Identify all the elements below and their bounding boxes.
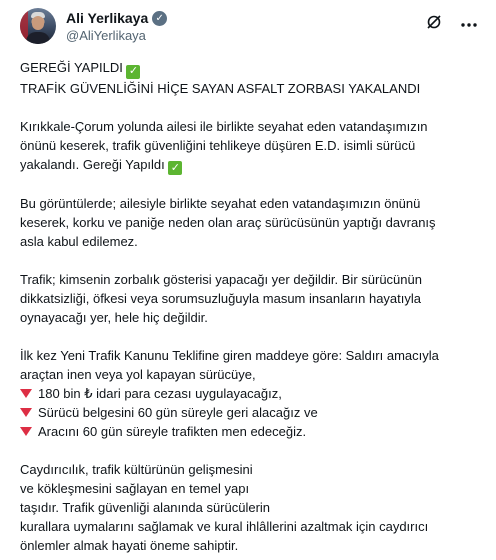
headline-1: GEREĞİ YAPILDI	[20, 60, 123, 75]
paragraph-4-line-1: İlk kez Yeni Trafik Kanunu Teklifine giren maddeye göre: Saldırı amacıyla	[20, 348, 439, 363]
author-block	[66, 10, 167, 43]
paragraph-5-line-4: kurallara uymalarını sağlamak ve kural ihlâllerini azaltmak için caydırıcı	[20, 519, 429, 534]
tweet-text	[20, 58, 474, 555]
paragraph-5-line-1: Caydırıcılık, trafik kültürünün gelişmesini	[20, 462, 253, 477]
bullet-text: 180 bin ₺ idari para cezası uygulayacağız,	[38, 386, 282, 401]
tweet-actions	[426, 14, 478, 30]
spacer	[20, 327, 474, 346]
author-handle[interactable]: @AliYerlikaya	[66, 28, 146, 43]
bullet-item	[20, 403, 474, 422]
paragraph-5-line-5: önlemler almak hayati öneme sahiptir.	[20, 538, 239, 553]
paragraph-2-line-2: keserek, korku ve paniğe neden olan araç sürücüsünün yaptığı davranış	[20, 215, 436, 230]
tweet-header	[20, 6, 482, 50]
red-triangle-icon	[20, 427, 32, 436]
headline-2: TRAFİK GÜVENLİĞİNİ HİÇE SAYAN ASFALT ZORBASI YAKALANDI	[20, 80, 421, 96]
paragraph-1-line-2: önünü keserek, trafik güvenliğini tehlikeye düşüren E.D. isimli sürücü	[20, 137, 416, 153]
bullet-item	[20, 384, 474, 403]
bullet-text: Aracını 60 gün süreyle trafikten men edeceğiz.	[38, 424, 307, 439]
avatar[interactable]	[20, 8, 56, 44]
name-row	[66, 10, 167, 26]
paragraph-2-line-3: asla kabul edilemez.	[20, 234, 138, 249]
verified-badge-icon: ✓	[152, 11, 167, 26]
avatar-face	[32, 16, 44, 30]
red-triangle-icon	[20, 408, 32, 417]
paragraph-4-line-2: araçtan inen veya yol kapayan sürücüye,	[20, 367, 256, 382]
text-line	[20, 58, 474, 79]
bullet-text: Sürücü belgesini 60 gün süreyle geri alacağız ve	[38, 405, 318, 420]
check-mark-icon: ✓	[126, 65, 140, 79]
more-icon[interactable]	[460, 14, 478, 30]
text-line	[20, 155, 474, 176]
check-mark-icon: ✓	[168, 161, 182, 175]
spacer	[20, 175, 474, 194]
paragraph-1-line-3: yakalandı. Gereği Yapıldı	[20, 156, 165, 172]
paragraph-2-line-1: Bu görüntülerde; ailesiyle birlikte seyahat eden vatandaşımızın önünü	[20, 196, 421, 211]
paragraph-1-line-1: Kırıkkale-Çorum yolunda ailesi ile birlikte seyahat eden vatandaşımızın	[20, 118, 428, 134]
bullet-item	[20, 422, 474, 441]
avatar-suit	[26, 32, 50, 44]
spacer	[20, 98, 474, 117]
red-triangle-icon	[20, 389, 32, 398]
paragraph-3-line-1: Trafik; kimsenin zorbalık gösterisi yapacağı yer değildir. Bir sürücünün	[20, 272, 422, 287]
paragraph-3-line-3: oynayacağı yer, hele hiç değildir.	[20, 310, 208, 325]
author-name[interactable]: Ali Yerlikaya	[66, 10, 149, 26]
paragraph-5-line-2: ve kökleşmesini sağlayan en temel yapı	[20, 481, 250, 496]
paragraph-5-line-3: taşıdır. Trafik güvenliği alanında sürücülerin	[20, 500, 271, 515]
spacer	[20, 251, 474, 270]
paragraph-3-line-2: dikkatsizliği, öfkesi veya sorumsuzluğuyla masum insanların hayatıyla	[20, 291, 422, 306]
spacer	[20, 441, 474, 460]
grok-icon[interactable]	[426, 14, 442, 30]
